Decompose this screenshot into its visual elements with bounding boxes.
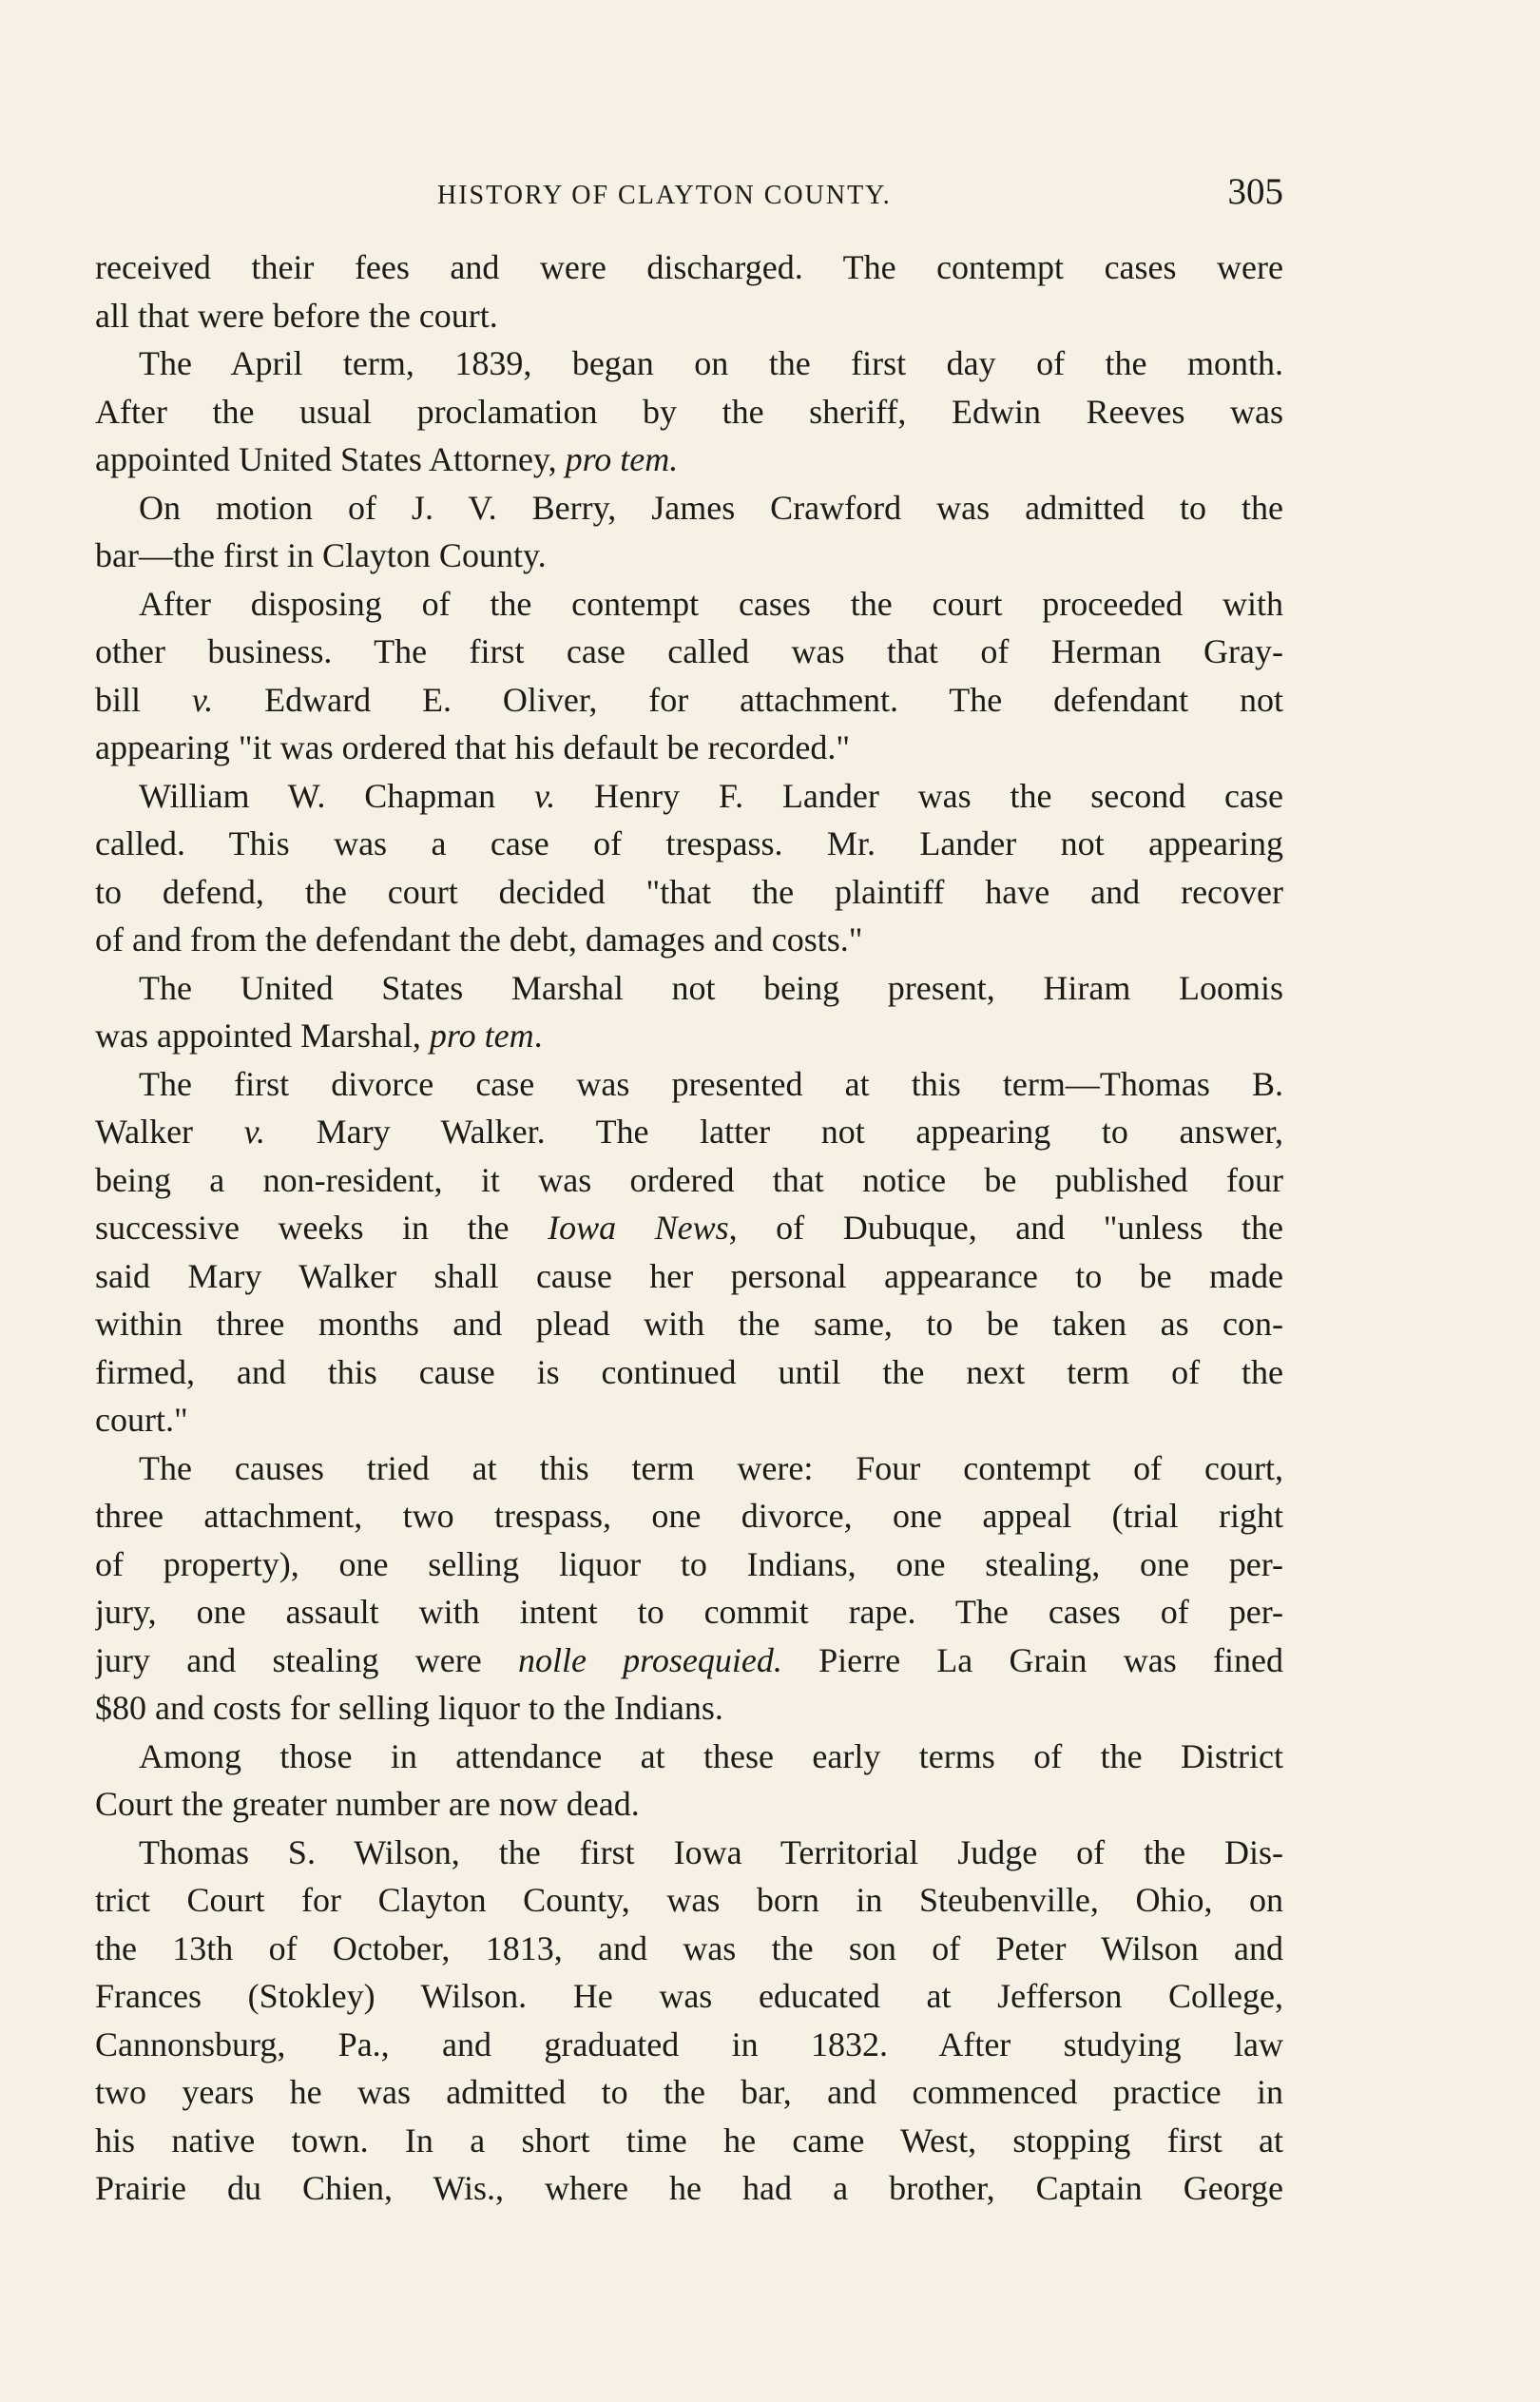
text-line — [95, 724, 1283, 772]
text-line — [95, 820, 1283, 868]
text-span: Henry F. Lander was the second case — [555, 776, 1283, 815]
text-line — [95, 339, 1283, 388]
text-span: other business. The first case called was that of Herman Gray- — [95, 632, 1283, 670]
text-span: called. This was a case of trespass. Mr. Lander not appearing — [95, 824, 1283, 862]
text-span: the 13th of October, 1813, and was the son of Peter Wilson and — [95, 1928, 1283, 1967]
italic-text: v. — [534, 776, 556, 815]
text-span: The first divorce case was presented at this term—Thomas B. — [139, 1064, 1283, 1103]
text-span: bill — [95, 680, 192, 719]
text-span: $80 and costs for selling liquor to the Indians. — [95, 1689, 723, 1727]
text-line — [95, 2021, 1283, 2069]
text-span: jury, one assault with intent to commit rape. The cases of per- — [95, 1593, 1283, 1631]
text-line — [95, 2117, 1283, 2165]
text-span: two years he was admitted to the bar, and commenced practice in — [95, 2073, 1283, 2111]
text-span: being a non-resident, it was ordered that notice be published four — [95, 1160, 1283, 1199]
text-line — [95, 1588, 1283, 1637]
text-span: to defend, the court decided "that the plaintiff have and recover — [95, 872, 1283, 911]
text-line — [95, 1972, 1283, 2021]
text-line — [95, 1060, 1283, 1109]
text-span: trict Court for Clayton County, was born in Steubenville, Ohio, on — [95, 1881, 1283, 1919]
text-line — [95, 1348, 1283, 1397]
text-span: On motion of J. V. Berry, James Crawford was admitted to the — [139, 488, 1283, 527]
italic-text: pro tem — [429, 1017, 534, 1055]
text-line — [95, 1780, 1283, 1829]
text-line — [95, 1637, 1283, 1685]
text-span: said Mary Walker shall cause her personal appearance to be made — [95, 1256, 1283, 1295]
text-line — [95, 1012, 1283, 1060]
text-line — [95, 676, 1283, 725]
text-span: . — [533, 1017, 543, 1055]
italic-text: v. — [243, 1113, 265, 1151]
text-line — [95, 292, 1283, 340]
italic-text: pro tem. — [565, 440, 679, 478]
text-line — [95, 484, 1283, 533]
text-span: successive weeks in the — [95, 1209, 549, 1247]
page-header — [95, 171, 1283, 215]
text-line — [95, 1492, 1283, 1540]
text-line — [95, 1540, 1283, 1589]
text-span: Edward E. Oliver, for attachment. The defendant not — [213, 680, 1283, 719]
text-line — [95, 1156, 1283, 1205]
text-span: received their fees and were discharged. The contempt cases were — [95, 248, 1283, 286]
text-line — [95, 868, 1283, 917]
text-span: The United States Marshal not being present, Hiram Loomis — [139, 968, 1283, 1007]
text-span: all that were before the court. — [95, 296, 498, 335]
text-span: court." — [95, 1401, 188, 1439]
italic-text: nolle prosequied. — [517, 1640, 782, 1679]
italic-text: Iowa News — [548, 1209, 729, 1247]
text-line — [95, 1108, 1283, 1156]
text-line — [95, 1684, 1283, 1733]
text-line — [95, 580, 1283, 629]
text-line — [95, 1829, 1283, 1877]
text-span: firmed, and this cause is continued until the next term of the — [95, 1352, 1283, 1391]
text-span: appointed United States Attorney, — [95, 440, 566, 478]
text-line — [95, 2164, 1283, 2213]
text-line — [95, 1733, 1283, 1781]
text-line — [95, 1444, 1283, 1493]
text-line — [95, 1396, 1283, 1444]
text-span: Walker — [95, 1113, 244, 1151]
text-span: The causes tried at this term were: Four contempt of court, — [139, 1448, 1283, 1487]
text-span: Court the greater number are now dead. — [95, 1785, 640, 1823]
text-span: Pierre La Grain was fined — [781, 1640, 1283, 1679]
text-span: After the usual proclamation by the sheriff, Edwin Reeves was — [95, 392, 1283, 431]
text-span: bar—the first in Clayton County. — [95, 536, 547, 574]
text-span: of and from the defendant the debt, damages and costs." — [95, 920, 863, 959]
text-line — [95, 1925, 1283, 1973]
text-span: Among those in attendance at these early terms of the District — [139, 1736, 1283, 1775]
text-line — [95, 772, 1283, 821]
body-text — [95, 243, 1283, 2213]
text-line — [95, 243, 1283, 292]
text-line — [95, 628, 1283, 676]
text-line — [95, 1876, 1283, 1925]
text-span: , of Dubuque, and "unless the — [728, 1209, 1283, 1247]
text-span: The April term, 1839, began on the first day of the month. — [139, 344, 1283, 382]
text-span: his native town. In a short time he came West, stopping first at — [95, 2121, 1283, 2160]
text-line — [95, 1300, 1283, 1348]
text-span: Thomas S. Wilson, the first Iowa Territorial Judge of the Dis- — [139, 1832, 1283, 1871]
text-span: jury and stealing were — [95, 1640, 518, 1679]
text-span: of property), one selling liquor to Indians, one stealing, one per- — [95, 1544, 1283, 1583]
text-span: within three months and plead with the same, to be taken as con- — [95, 1305, 1283, 1343]
running-head: HISTORY OF CLAYTON COUNTY. — [437, 181, 892, 210]
italic-text: v. — [191, 680, 214, 719]
text-line — [95, 2068, 1283, 2117]
text-line — [95, 532, 1283, 580]
text-span: Prairie du Chien, Wis., where he had a brother, Captain George — [95, 2169, 1283, 2207]
text-span: William W. Chapman — [139, 776, 534, 815]
text-span: was appointed Marshal, — [95, 1017, 430, 1055]
page-number: 305 — [1227, 171, 1283, 212]
text-line — [95, 916, 1283, 964]
text-line — [95, 388, 1283, 436]
text-line — [95, 1252, 1283, 1301]
text-span: three attachment, two trespass, one divorce, one appeal (trial right — [95, 1497, 1283, 1535]
text-span: Mary Walker. The latter not appearing to answer, — [264, 1113, 1283, 1151]
text-line — [95, 964, 1283, 1013]
text-span: Cannonsburg, Pa., and graduated in 1832. After studying law — [95, 2024, 1283, 2063]
text-span: appearing "it was ordered that his default be recorded." — [95, 728, 851, 766]
text-span: After disposing of the contempt cases the court proceeded with — [139, 584, 1283, 623]
text-line — [95, 436, 1283, 484]
text-line — [95, 1204, 1283, 1252]
text-span: Frances (Stokley) Wilson. He was educated at Jefferson College, — [95, 1977, 1283, 2015]
